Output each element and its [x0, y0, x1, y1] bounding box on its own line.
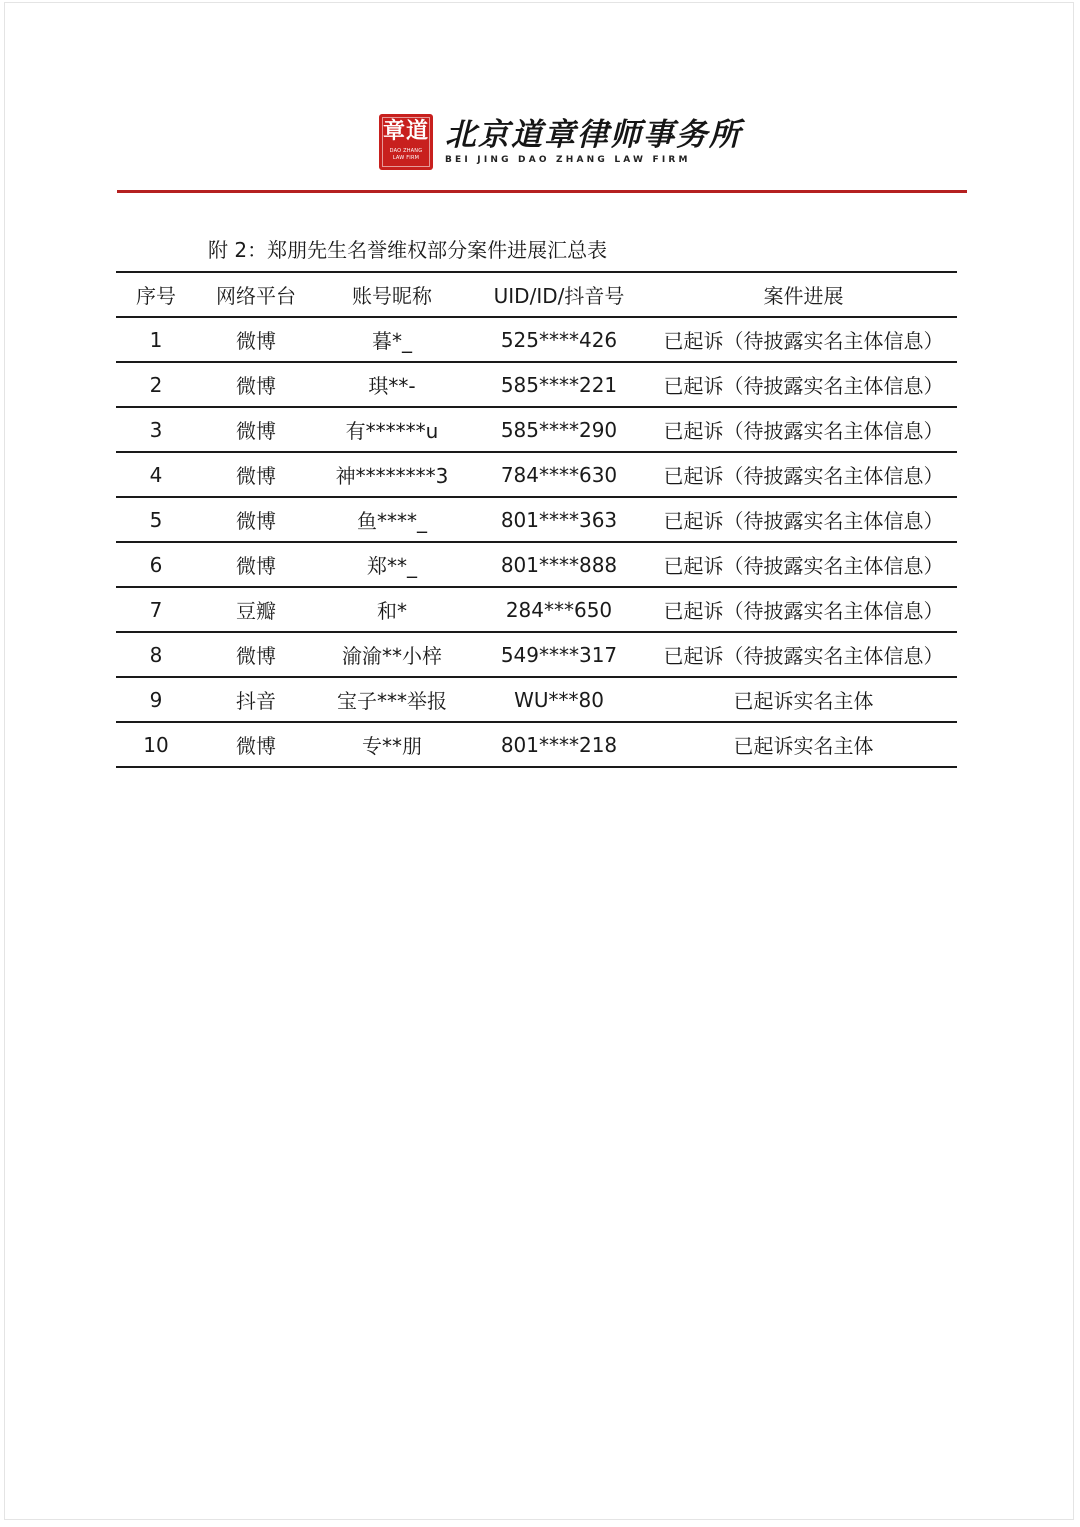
cell-index: 1 — [149, 327, 163, 352]
cell-uid: WU***80 — [514, 687, 604, 712]
header-uid: UID/ID/抖音号 — [493, 284, 625, 308]
header-index: 序号 — [136, 284, 176, 308]
seal-subtext-1: DAO ZHANG — [389, 148, 423, 154]
table-row — [116, 632, 957, 677]
header-nickname: 账号昵称 — [352, 284, 432, 308]
cell-progress: 已起诉（待披露实名主体信息） — [663, 464, 944, 488]
cell-uid: 525****426 — [500, 327, 618, 352]
table-row — [116, 722, 957, 767]
cell-nickname: 鱼****_ — [357, 509, 427, 533]
cell-uid: 549****317 — [500, 642, 618, 667]
cell-nickname: 琪**- — [368, 374, 416, 398]
table-row — [116, 452, 957, 497]
cell-platform: 微博 — [236, 464, 276, 488]
table-row — [116, 362, 957, 407]
table-row — [116, 677, 957, 722]
cell-nickname: 暮*_ — [372, 329, 412, 353]
header-platform: 网络平台 — [216, 284, 296, 308]
cell-progress: 已起诉实名主体 — [733, 689, 874, 713]
cell-index: 10 — [143, 732, 169, 757]
seal-char-2: 道 — [406, 118, 429, 144]
table-row — [116, 407, 957, 452]
cell-progress: 已起诉（待披露实名主体信息） — [663, 419, 944, 443]
cell-index: 6 — [149, 552, 163, 577]
table-row — [116, 497, 957, 542]
cell-uid: 784****630 — [500, 462, 618, 487]
cell-progress: 已起诉（待披露实名主体信息） — [663, 329, 944, 353]
cell-platform: 微博 — [236, 509, 276, 533]
firm-name-cn: 北京道章律师事务所 — [445, 117, 742, 153]
cell-uid: 585****290 — [500, 417, 618, 442]
table-row — [116, 542, 957, 587]
cell-nickname: 神********3 — [335, 464, 449, 488]
cell-uid: 801****888 — [500, 552, 618, 577]
cell-uid: 801****218 — [500, 732, 618, 757]
cell-progress: 已起诉（待披露实名主体信息） — [663, 599, 944, 623]
cell-platform: 微博 — [236, 374, 276, 398]
cell-platform: 微博 — [236, 554, 276, 578]
document-title: 附 2：郑朋先生名誉维权部分案件进展汇总表 — [208, 238, 608, 262]
table-header-row — [116, 272, 957, 317]
cell-nickname: 渝渝**小梓 — [342, 644, 442, 668]
cell-platform: 微博 — [236, 419, 276, 443]
cell-nickname: 和* — [377, 599, 407, 623]
table-row — [116, 317, 957, 362]
table-row — [116, 587, 957, 632]
cell-nickname: 有******u — [345, 419, 439, 443]
cell-index: 3 — [149, 417, 163, 442]
cell-index: 4 — [149, 462, 163, 487]
header-progress: 案件进展 — [763, 284, 844, 308]
cell-index: 9 — [149, 687, 163, 712]
cell-platform: 微博 — [236, 329, 276, 353]
cell-progress: 已起诉实名主体 — [733, 734, 874, 758]
case-progress-table — [116, 271, 957, 768]
cell-progress: 已起诉（待披露实名主体信息） — [663, 644, 944, 668]
cell-platform: 微博 — [236, 644, 276, 668]
cell-platform: 豆瓣 — [236, 599, 276, 623]
cell-index: 5 — [149, 507, 163, 532]
seal-subtext-2: LAW FIRM — [392, 155, 420, 161]
cell-progress: 已起诉（待披露实名主体信息） — [663, 509, 944, 533]
cell-index: 2 — [149, 372, 163, 397]
cell-index: 8 — [149, 642, 163, 667]
cell-uid: 801****363 — [500, 507, 618, 532]
cell-progress: 已起诉（待披露实名主体信息） — [663, 554, 944, 578]
cell-platform: 抖音 — [236, 689, 276, 713]
cell-platform: 微博 — [236, 734, 276, 758]
cell-uid: 284***650 — [505, 597, 613, 622]
cell-index: 7 — [149, 597, 163, 622]
firm-name-block — [445, 118, 742, 166]
cell-nickname: 郑**_ — [367, 554, 417, 578]
cell-nickname: 专**朋 — [362, 734, 422, 758]
letterhead-divider — [117, 190, 967, 193]
seal-char-1: 章 — [383, 118, 406, 144]
letterhead — [379, 113, 742, 171]
cell-progress: 已起诉（待披露实名主体信息） — [663, 374, 944, 398]
cell-uid: 585****221 — [500, 372, 618, 397]
firm-seal-logo — [379, 114, 433, 170]
cell-nickname: 宝子***举报 — [337, 689, 447, 713]
firm-name-en: BEI JING DAO ZHANG LAW FIRM — [445, 155, 691, 165]
